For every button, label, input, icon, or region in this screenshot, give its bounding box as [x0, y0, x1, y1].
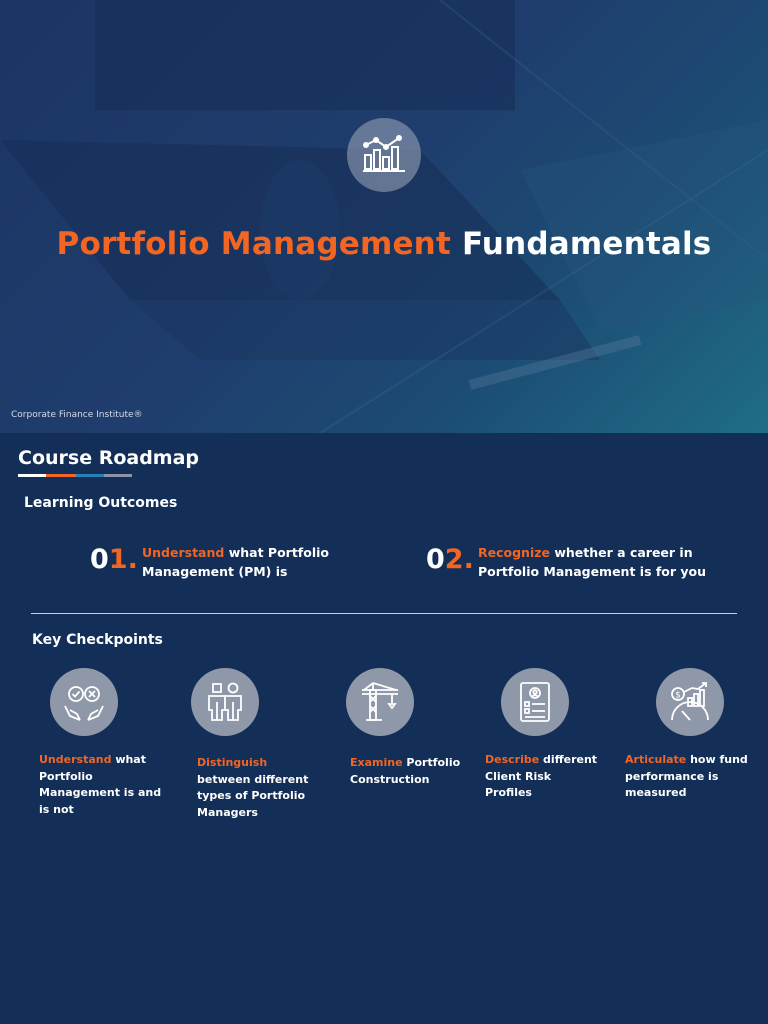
- outcome-item: [90, 543, 332, 581]
- title-accent: Portfolio Management: [56, 226, 451, 262]
- svg-text:$: $: [675, 690, 681, 701]
- credit-text: Corporate Finance Institute®: [11, 410, 143, 420]
- learning-outcomes-label: Learning Outcomes: [24, 495, 178, 511]
- outcome-item: [426, 543, 708, 581]
- outcome-text: Recognize whether a career in Portfolio Management is for you: [478, 545, 707, 579]
- underline-segment: [76, 474, 104, 477]
- checkpoint-text: Articulate how fund performance is measured: [625, 753, 748, 799]
- key-checkpoints-label: Key Checkpoints: [32, 632, 163, 648]
- underline-segment: [46, 474, 76, 477]
- underline-segment: [104, 474, 132, 477]
- outcome-number: 02.: [426, 544, 474, 575]
- hero-banner: [0, 0, 768, 433]
- page-title: [0, 226, 768, 262]
- two-people-icon: [191, 668, 259, 736]
- check-cross-hands-icon: [50, 668, 118, 736]
- profile-document-icon: [501, 668, 569, 736]
- outcome-text: Understand what Portfolio Management (PM) is: [142, 545, 329, 579]
- title-rest: Fundamentals: [461, 226, 712, 262]
- construction-crane-icon: [346, 668, 414, 736]
- underline-segment: [18, 474, 46, 477]
- performance-gauge-icon: [656, 668, 724, 736]
- section-divider: [31, 613, 737, 614]
- bar-chart-trend-icon: [347, 118, 421, 192]
- checkpoint-text: Describe different Client Risk Profiles: [485, 753, 598, 799]
- checkpoint-text: Distinguish between different types of Portfolio Managers: [197, 756, 309, 819]
- checkpoint-text: Examine Portfolio Construction: [350, 756, 461, 786]
- roadmap-title: Course Roadmap: [18, 447, 200, 469]
- laptop-background-image: [0, 0, 768, 433]
- outcome-number: 01.: [90, 544, 138, 575]
- checkpoint-text: Understand what Portfolio Management is and is not: [39, 753, 162, 816]
